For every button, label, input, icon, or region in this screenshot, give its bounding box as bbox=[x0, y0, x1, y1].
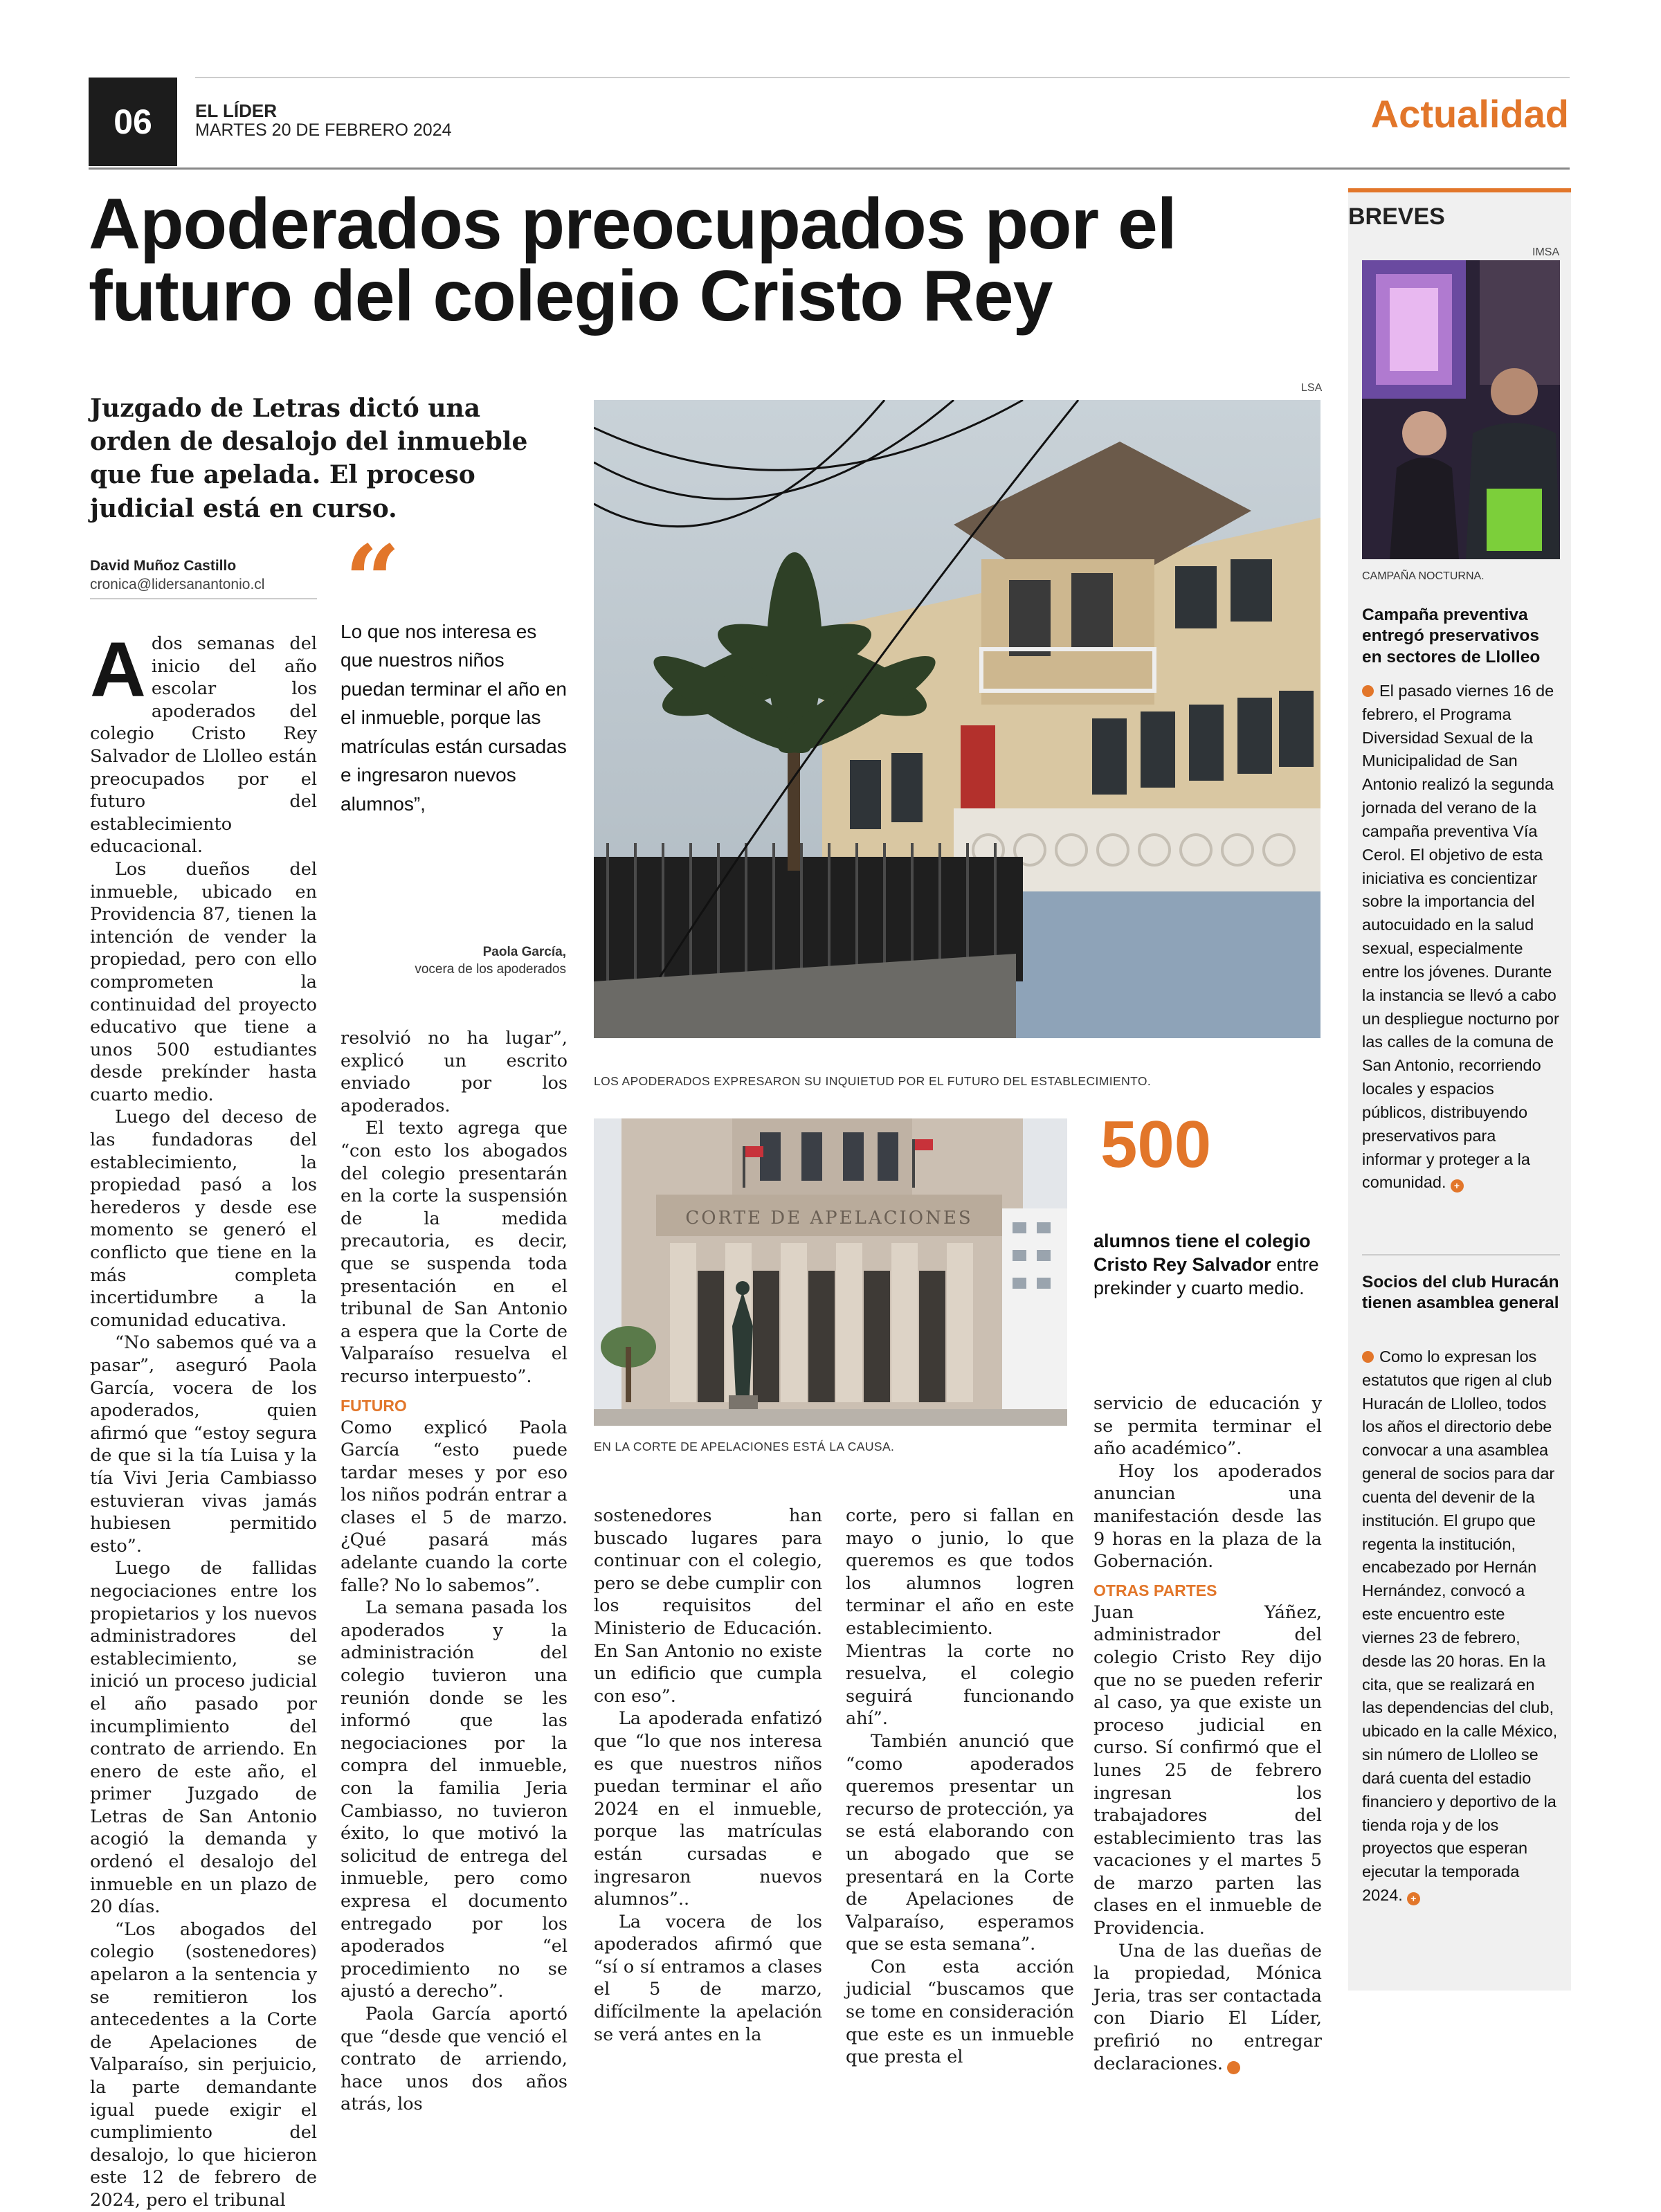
paragraph: La apoderada enfatizó que “lo que nos interesa es que nuestros niños puedan terminar el año 2024 en el inmueble, porque las matrículas están cursadas e ingresaron nuevos alumnos”.. bbox=[594, 1708, 822, 1910]
court-photo bbox=[594, 1118, 1067, 1426]
end-mark-icon: + bbox=[1451, 1179, 1464, 1193]
masthead-rule bbox=[89, 167, 1570, 170]
quote-mark: “ bbox=[345, 525, 401, 638]
masthead bbox=[195, 101, 452, 140]
paragraph: Hoy los apoderados anuncian una manifestación desde las 9 horas en la plaza de la Gobernación. bbox=[1093, 1460, 1322, 1572]
paragraph: servicio de educación y se permita terminar el año académico”. bbox=[1093, 1393, 1322, 1460]
brief-1-text: El pasado viernes 16 de febrero, el Programa Diversidad Sexual de la Municipalidad de San Antonio realizó la segunda jornada del verano de la campaña preventiva Vía Cerol. El objetivo de esta iniciativa es concientizar sobre la importancia del autocuidado en la salud sexual, especialmente entre los jóvenes. Durante la instancia se llevó a cabo un despliegue nocturno por las calles de la comuna de San Antonio, recorriendo locales y espacios públicos, distribuyendo preservativos para informar y proteger a la comunidad. bbox=[1362, 682, 1559, 1192]
school-building-image bbox=[594, 400, 1320, 1038]
stat-number: 500 bbox=[1100, 1107, 1212, 1181]
paragraph: corte, pero si fallan en mayo o junio, lo que queremos es que todos los alumnos logren terminar el año en este establecimiento. Mientras la corte no resuelva, el colegio seguirá funcionando ahí”. bbox=[846, 1505, 1074, 1730]
article-column-4 bbox=[846, 1505, 1074, 2069]
paragraph: “Los abogados del colegio (sostenedores) apelaron a la sentencia y se remitieron los antecedentes a la Corte de Apelaciones de Valparaíso, sin perjuicio, la parte demandante igual puede exigir el cumplimiento del desalojo, lo que hicieron este 12 de febrero de 2024, pero el tribunal bbox=[90, 1919, 317, 2211]
photo1-credit: LSA bbox=[1301, 382, 1323, 394]
byline-rule bbox=[90, 598, 317, 599]
article-column-1 bbox=[90, 626, 317, 2212]
night-campaign-image bbox=[1362, 260, 1560, 559]
paragraph: Los dueños del inmueble, ubicado en Providencia 87, tienen la intención de vender la propiedad, pero con ello comprometen la continuidad del proyecto educativo que tiene a unos 500 estudiantes desde prekínder hasta cuarto medio. bbox=[90, 858, 317, 1105]
quote-name: Paola García, bbox=[482, 945, 566, 959]
brief-2-headline: Socios del club Huracán tienen asamblea general bbox=[1362, 1273, 1559, 1313]
subhead-futuro: FUTURO bbox=[341, 1396, 407, 1415]
photo2-caption: EN LA CORTE DE APELACIONES ESTÁ LA CAUSA. bbox=[594, 1440, 895, 1453]
sidebar-photo-caption: CAMPAÑA NOCTURNA. bbox=[1362, 570, 1485, 582]
court-facade-text: CORTE DE APELACIONES bbox=[685, 1208, 973, 1229]
bullet-icon bbox=[1362, 1351, 1374, 1363]
brief-2-text: Como lo expresan los estatutos que rigen al club Huracán de Llolleo, todos los años el directorio debe convocar a una asamblea general de socios para dar cuenta del devenir de la institución. El grupo que regenta la institución, encabezado por Hernán Hernández, convocó a este encuentro este viernes 23 de febrero, desde las 20 horas. En la cita, que se realizará en las dependencias del club, ubicado en la calle México, sin número de Llolleo se dará cuenta del estadio financiero y deportivo de la tienda roja y de los proyectos que esperan ejecutar la temporada 2024. bbox=[1362, 1348, 1558, 1905]
dek: Juzgado de Letras dictó una orden de desalojo del inmueble que fue apelada. El proceso judicial está en curso. bbox=[90, 394, 528, 523]
sidebar-title: BREVES bbox=[1348, 203, 1445, 230]
brief-1-headline: Campaña preventiva entregó preservativos en sectores de Llolleo bbox=[1362, 606, 1541, 667]
stat-bold-text: alumnos tiene el colegio Cristo Rey Salvador bbox=[1093, 1231, 1311, 1276]
photo1-caption: LOS APODERADOS EXPRESARON SU INQUIETUD POR EL FUTURO DEL ESTABLECIMIENTO. bbox=[594, 1074, 1152, 1088]
sidebar-accent-bar bbox=[1348, 188, 1571, 192]
pull-quote-attribution bbox=[341, 944, 566, 978]
section-label: Actualidad bbox=[1370, 92, 1569, 136]
paragraph: resolvió no ha lugar”, explicó un escrito enviado por los apoderados. bbox=[341, 1028, 568, 1116]
stat-text bbox=[1093, 1229, 1322, 1300]
author-email: cronica@lidersanantonio.cl bbox=[90, 577, 265, 593]
sidebar-separator bbox=[1362, 1254, 1560, 1255]
paragraph: sostenedores han buscado lugares para continuar con el colegio, pero se debe cumplir con los requisitos del Ministerio de Educación. En San Antonio no existe un edificio que cumpla con eso”. bbox=[594, 1505, 822, 1707]
article-column-5 bbox=[1093, 1393, 1322, 2075]
paragraph-text: dos semanas del inicio del año escolar los apoderados del colegio Cristo Rey Salvador de Llolleo están preocupados por el futuro del establecimiento educacional. bbox=[90, 633, 317, 858]
headline: Apoderados preocupados por el futuro del colegio Cristo Rey bbox=[89, 184, 1177, 336]
court-building-image bbox=[594, 1118, 1067, 1426]
drop-cap: A bbox=[90, 626, 146, 713]
subhead-otras-partes: OTRAS PARTES bbox=[1093, 1581, 1217, 1599]
paper-name: EL LÍDER bbox=[195, 100, 277, 121]
paragraph bbox=[1093, 1940, 1322, 2076]
paragraph: El texto agrega que “con esto los abogados del colegio presentarán en la corte la suspensión de la medida precautoria, es decir, que se suspenda toda presentación en el tribunal de San Antonio a espera que la Corte de Valparaíso resuelva el recurso interpuesto”. bbox=[341, 1118, 568, 1387]
paragraph: La vocera de los apoderados afirmó que “sí o sí entramos a clases el 5 de marzo, difícilmente la apelación se verá antes en la bbox=[594, 1911, 822, 2045]
issue-date: MARTES 20 DE FEBRERO 2024 bbox=[195, 120, 452, 140]
paragraph: Luego de fallidas negociaciones entre los propietarios y los nuevos administradores del establecimiento, se inició un proceso judicial el año pasado por incumplimiento del contrato de arriendo. En enero de este año, el primer Juzgado de Letras de San Antonio acogió la demanda y ordenó el desalojo del inmueble en un plazo de 20 días. bbox=[90, 1558, 317, 1918]
paragraph: Paola García aportó que “desde que venció el contrato de arriendo, hace unos dos años atrás, los bbox=[341, 2003, 568, 2115]
author-name: David Muñoz Castillo bbox=[90, 558, 237, 574]
page-number: 06 bbox=[89, 78, 177, 166]
sidebar-photo-credit: IMSA bbox=[1532, 246, 1560, 258]
end-mark-icon: + bbox=[1407, 1892, 1420, 1905]
paragraph: Luego del deceso de las fundadoras del establecimiento, la propiedad pasó a los herederos y desde ese momento se generó el conflicto que tiene en la más completa incertidumbre a la comunidad educativa. bbox=[90, 1107, 317, 1331]
paragraph: La semana pasada los apoderados y la administración del colegio tuvieron una reunión donde se les informó que las negociaciones por la compra del inmueble, con la familia Jeria Cambiasso, no tuvieron éxito, lo que motivó la solicitud de entrega del inmueble, pero como expresa el documento entregado por los apoderados “el procedimiento no se ajustó a derecho”. bbox=[341, 1597, 568, 2002]
paragraph: También anunció que “como apoderados queremos presentar un recurso de protección, ya se está elaborando con un abogado que se presentará en la Corte de Apelaciones de Valparaíso, esperamos que se esta semana”. bbox=[846, 1730, 1074, 1955]
paragraph bbox=[90, 626, 317, 858]
school-photo bbox=[594, 400, 1320, 1038]
brief-2-body bbox=[1362, 1345, 1560, 1907]
brief-1-body bbox=[1362, 680, 1560, 1195]
end-mark-icon: + bbox=[1227, 2061, 1240, 2074]
article-column-3 bbox=[594, 1505, 822, 2046]
paragraph: “No sabemos qué va a pasar”, aseguró Paola García, vocera de los apoderados, quien afirmó que “estoy segura de que si la tía Luisa y la tía Vivi Jeria Cambiasso estuvieran vivas jamás hubiesen permitido esto”. bbox=[90, 1332, 317, 1557]
sidebar-photo bbox=[1362, 260, 1560, 559]
paragraph: Juan Yáñez, administrador del colegio Cristo Rey dijo que no se pueden referir al caso, ya que existe un proceso judicial en curso. Sí confirmó que el lunes 25 de febrero ingresan los trabajadores del establecimiento tras las vacaciones y el martes 5 de marzo parten las clases en el inmueble de Providencia. bbox=[1093, 1602, 1322, 1939]
paragraph: Con esta acción judicial “buscamos que se tome en consideración que este es un inmueble que presta el bbox=[846, 1956, 1074, 2068]
stat-detail-text: entre prekinder y cuarto medio. bbox=[1093, 1254, 1319, 1299]
article-column-2 bbox=[341, 1027, 568, 2116]
top-rule bbox=[195, 77, 1570, 78]
paragraph: Como explicó Paola García “esto puede tardar meses y por eso los niños podrán entrar a clases el 5 de marzo. ¿Qué pasará más adelante cuando la corte falle? No lo sabemos”. bbox=[341, 1417, 568, 1596]
bullet-icon bbox=[1362, 685, 1374, 697]
pull-quote: Lo que nos interesa es que nuestros niños puedan terminar el año en el inmueble, porque las matrículas están cursadas e ingresaron nuevos alumnos”, bbox=[341, 621, 567, 815]
quote-role: vocera de los apoderados bbox=[415, 961, 566, 977]
byline bbox=[90, 556, 264, 595]
paragraph-text: Una de las dueñas de la propiedad, Mónica Jeria, tras ser contactada con Diario El Líder, prefirió no entregar declaraciones. bbox=[1093, 1940, 1322, 2074]
